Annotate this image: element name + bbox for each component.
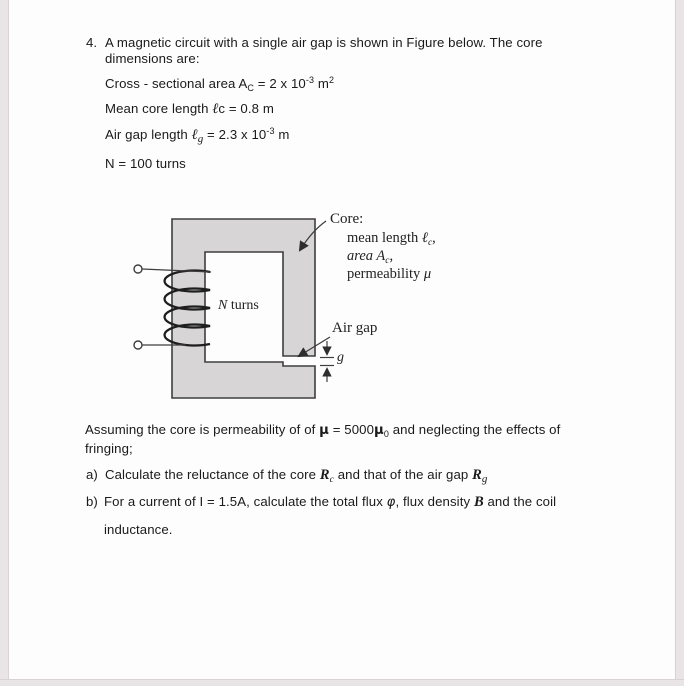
given-cross-sectional-area: Cross - sectional area $A_C = 2$ x $10^{-3}$ $m^2$ [105, 75, 335, 93]
given-mean-core-length: Mean core length ℓc = 0.8 m [105, 101, 274, 117]
core-annotation-lines [347, 229, 436, 283]
air-gap-label: Air gap [332, 320, 378, 336]
part-b-continued: inductance. [104, 522, 173, 537]
assumption-paragraph: Assuming the core is permeability of of $\mu = 5000\mu_0$ and neglecting the effects of fringing; [85, 422, 561, 456]
gap-dimension-marker [320, 341, 334, 382]
core-annotation [330, 210, 436, 283]
given-air-gap-length: Air gap length ℓ$_g$ = 2.3 x $10^{-3}$ m [105, 126, 290, 145]
core-area: area $A_c$, [347, 248, 394, 266]
part-b: b) For a current of I = 1.5A, calculate the total flux φ, flux density B and the coil [86, 494, 557, 510]
core-mean-length: mean length ℓ$_c$, [347, 230, 436, 248]
given-turns: N = 100 turns [105, 156, 186, 171]
terminal-bottom [134, 341, 142, 349]
part-a: a) Calculate the reluctance of the core $R_c$ and that of the air gap $R_g$ [86, 467, 488, 485]
core-annotation-title: Core: [330, 211, 364, 227]
problem-number: 4. [86, 35, 98, 50]
coil-turns-label: N turns [218, 298, 259, 313]
gap-dimension-label: g [337, 350, 344, 365]
terminal-top [134, 265, 142, 273]
problem-intro: A magnetic circuit with a single air gap is shown in Figure below. The core dimensions are: [105, 35, 543, 67]
core-permeability: permeability μ [347, 266, 432, 282]
